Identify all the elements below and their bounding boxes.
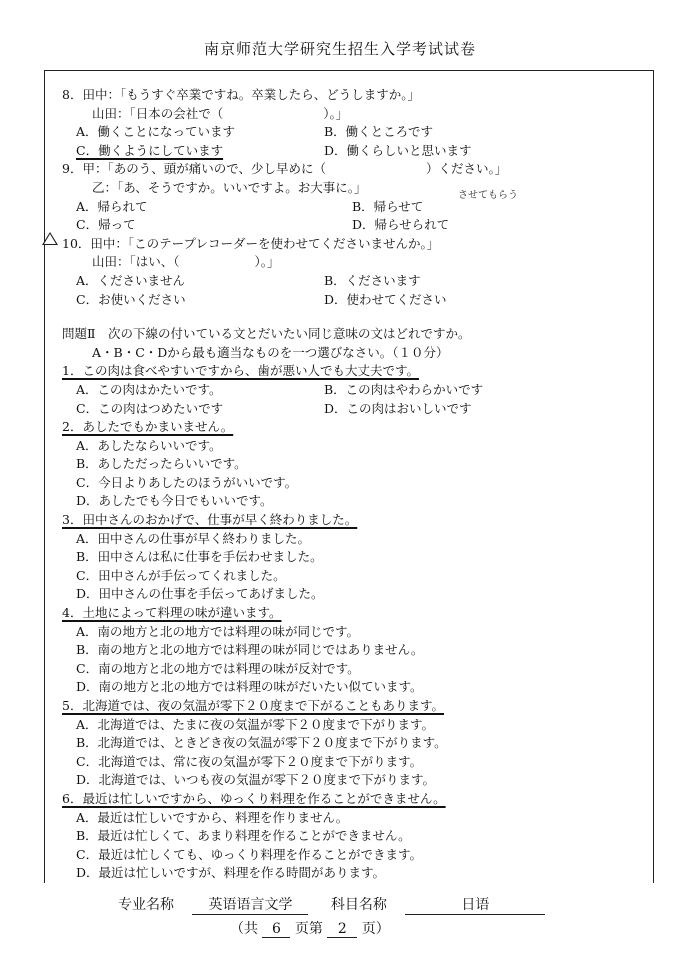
q9-stem: 9．甲：「あのう、頭が痛いので、少し早めに（ ）ください。」	[62, 161, 508, 177]
q10-line2: 山田：「はい、（ ）。」	[92, 254, 280, 270]
s4-option-a: A．南の地方と北の地方では料理の味が同じです。	[76, 623, 360, 639]
page-prefix: （共	[230, 921, 258, 937]
section2-subtitle: A・B・C・Dから最も適当なものを一つ選びなさい。（１０分）	[92, 344, 449, 360]
q8-options-cd	[62, 142, 642, 161]
footer-page-row	[230, 918, 390, 938]
s1-option-d: D．この肉はおいしいです	[324, 400, 472, 416]
q8-line2: 山田：「日本の会社で（ ）。」	[92, 105, 349, 121]
q10-option-a: A．くださいません	[76, 272, 186, 288]
s2-option-c: C．今日よりあしたのほうがいいです。	[76, 474, 298, 490]
s2-option-a: A．あしたならいいです。	[76, 437, 222, 453]
s6-option-d: D．最近は忙しいですが、料理を作る時間があります。	[76, 865, 386, 881]
footer-subject-row	[118, 894, 545, 915]
s1-option-b: B．この肉はやわらかいです	[324, 381, 484, 397]
s4-option-d: D．南の地方と北の地方では料理の味がだいたい似ています。	[76, 679, 423, 695]
page-suffix: 页）	[361, 921, 390, 937]
s2-option-d: D．あしたでも今日でもいいです。	[76, 493, 273, 509]
total-pages: 6	[262, 921, 290, 938]
q9-option-a: A．帰られて	[76, 198, 148, 214]
s2-option-b: B．あしただったらいいです。	[76, 456, 247, 472]
subject-value: 日语	[405, 894, 545, 915]
s6-option-c: C．最近は忙しくても、ゆっくり料理を作ることができます。	[76, 846, 422, 862]
handwritten-note: させてもらう	[458, 190, 518, 201]
subject-label: 科目名称	[330, 897, 387, 913]
s6-option-a: A．最近は忙しいですから、料理を作りません。	[76, 809, 349, 825]
s5-stem: 5．北海道では、夜の気温が零下２０度まで下がることもあります。	[62, 698, 444, 713]
q8-option-a: A．働くことになっています	[76, 124, 236, 140]
q8-stem: 8．田中：「もうすぐ卒業ですね。卒業したら、どうしますか。」	[62, 87, 420, 102]
q9-options-cd	[62, 216, 642, 235]
q8-option-b: B．働くところです	[324, 124, 434, 140]
section-gap	[62, 309, 642, 325]
s6-stem: 6．最近は忙しいですから、ゆっくり料理を作ることができません。	[62, 790, 446, 806]
s4-option-b: B．南の地方と北の地方では料理の味が同じではありません。	[76, 642, 424, 658]
s1-option-a: A．この肉はかたいです。	[76, 381, 222, 397]
s2-stem: 2．あしたでもかまいません。	[62, 419, 234, 435]
s4-stem: 4．土地によって料理の味が違います。	[62, 605, 282, 621]
page-number: 2	[327, 921, 357, 938]
q10-stem: 10．田中：「このテープレコーダーを使わせてくださいませんか。」	[62, 235, 440, 251]
s6-option-b: B．最近は忙しくて、あまり料理を作ることができません。	[76, 828, 411, 844]
q8-option-d: D．働くらしいと思います	[324, 142, 472, 158]
q10-option-d: D．使わせてください	[324, 291, 447, 307]
q8-option-c: C．働くようにしています	[76, 142, 224, 158]
s1-option-c: C．この肉はつめたいです	[76, 400, 224, 416]
question-content	[62, 86, 642, 883]
q9-option-d: D．帰らせられて	[352, 217, 450, 233]
s1-options-ab	[62, 381, 642, 400]
q9-option-b: B．帰らせて	[352, 198, 424, 214]
triangle-mark-icon	[42, 232, 58, 245]
s1-stem: 1．この肉は食べやすいですから、歯が悪い人でも大丈夫です。	[62, 363, 419, 379]
s5-option-b: B．北海道では、ときどき夜の気温が零下２０度まで下がります。	[76, 735, 447, 751]
q10-options-ab	[62, 272, 642, 291]
q10-options-cd	[62, 291, 642, 310]
s5-option-d: D．北海道では、いつも夜の気温が零下２０度まで下がります。	[76, 772, 436, 788]
exam-header-title: 南京师范大学研究生招生入学考试试卷	[203, 40, 476, 58]
s5-option-c: C．北海道では、常に夜の気温が零下２０度まで下がります。	[76, 753, 423, 769]
q10-option-b: B．くださいます	[324, 272, 421, 288]
major-value: 英语语言文学	[192, 894, 308, 915]
s3-option-c: C．田中さんが手伝ってくれました。	[76, 567, 286, 583]
s3-option-d: D．田中さんの仕事を手伝ってあげました。	[76, 586, 324, 602]
q10-option-c: C．お使いください	[76, 291, 186, 307]
s4-option-c: C．南の地方と北の地方では料理の味が反対です。	[76, 660, 360, 676]
s3-stem: 3．田中さんのおかげで、仕事が早く終わりました。	[62, 512, 358, 528]
s5-option-a: A．北海道では、たまに夜の気温が零下２０度まで下がります。	[76, 716, 435, 732]
section2-title: 問題Ⅱ 次の下線の付いている文とだいたい同じ意味の文はどれですか。	[62, 326, 471, 342]
s1-options-cd	[62, 400, 642, 419]
page-mid: 页第	[294, 921, 323, 937]
q8-options-ab	[62, 123, 642, 142]
s3-option-b: B．田中さんは私に仕事を手伝わせました。	[76, 549, 323, 565]
s3-option-a: A．田中さんの仕事が早く終わりました。	[76, 530, 311, 546]
q9-line2: 乙：「あ、そうですか。いいですよ。お大事に。」	[92, 179, 367, 195]
q9-options-ab	[62, 198, 642, 217]
q9-option-c: C．帰って	[76, 217, 136, 233]
major-label: 专业名称	[118, 897, 174, 913]
